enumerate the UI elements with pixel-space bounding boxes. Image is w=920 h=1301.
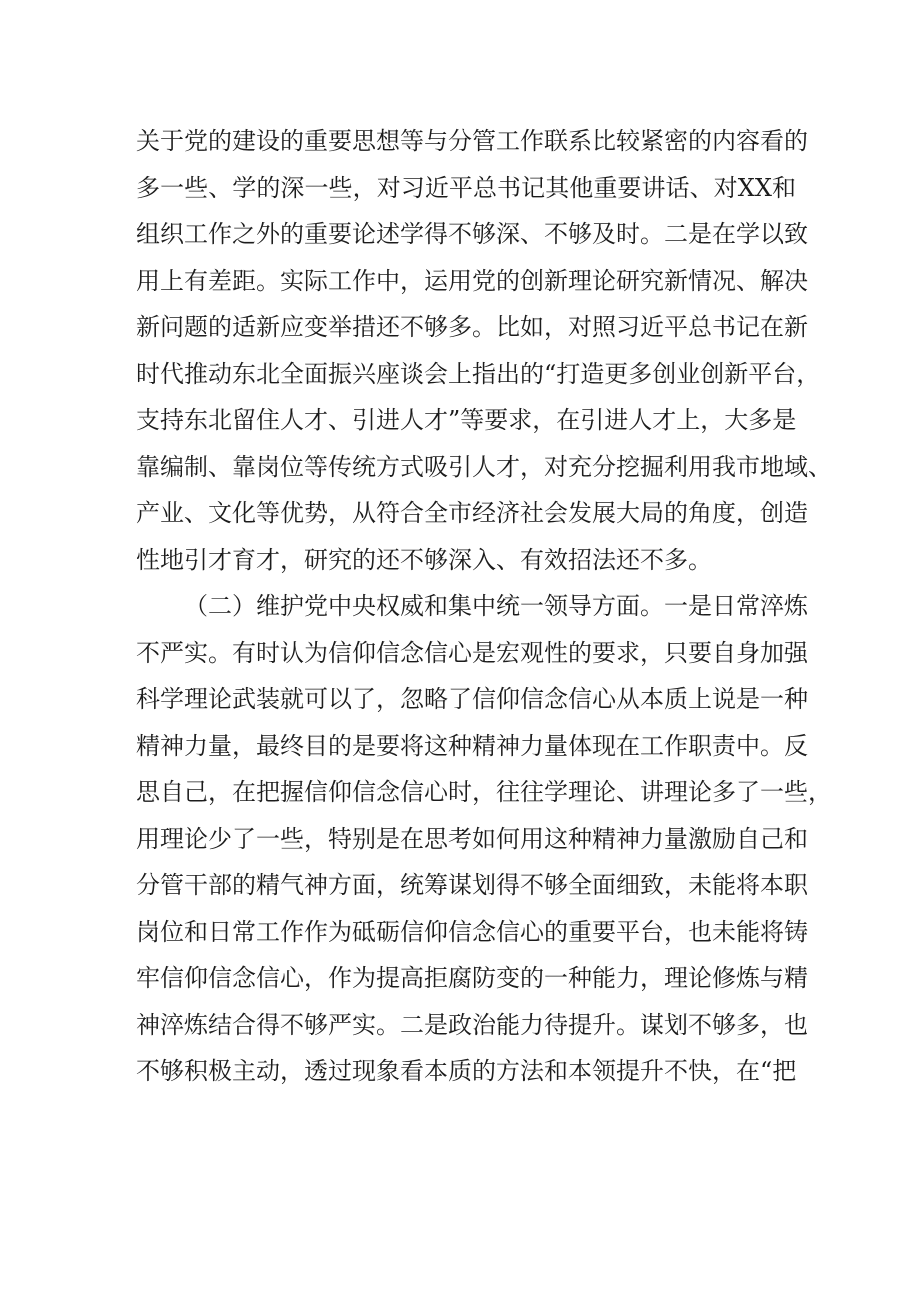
text-line-8: 靠编制、靠岗位等传统方式吸引人才，对充分挖掘利用我市地域、 [136,452,832,481]
text-line-7: 支持东北留住人才、引进人才”等要求，在引进人才上，大多是 [136,406,797,434]
body-text [136,118,832,1095]
text-line-5: 新问题的适新应变举措还不够多。比如，对照习近平总书记在新 [136,313,808,341]
text-line-17: 分管干部的精气神方面，统筹谋划得不够全面细致，未能将本职 [136,871,808,899]
text-line-3: 组织工作之外的重要论述学得不够深、不够及时。二是在学以致 [136,220,808,248]
text-line-12: 不严实。有时认为信仰信念信心是宏观性的要求，只要自身加强 [136,638,808,667]
text-line-13: 科学理论武装就可以了，忽略了信仰信念信心从本质上说是一种 [136,685,808,713]
text-line-19: 牢信仰信念信心，作为提高拒腐防变的一种能力，理论修炼与精 [136,964,808,992]
text-line-18: 岗位和日常工作作为砥砺信仰信念信心的重要平台，也未能将铸 [136,917,808,946]
text-line-15: 思自己，在把握信仰信念信心时，往往学理论、讲理论多了一些， [136,778,832,806]
text-line-20: 神淬炼结合得不够严实。二是政治能力待提升。谋划不够多，也 [136,1010,808,1039]
text-line-14: 精神力量，最终目的是要将这种精神力量体现在工作职责中。反 [136,731,808,760]
text-line-10: 性地引才育才，研究的还不够深入、有效招法还不多。 [136,545,712,574]
text-line-6: 时代推动东北全面振兴座谈会上指出的“打造更多创业创新平台， [136,359,821,388]
text-line-21: 不够积极主动，透过现象看本质的方法和本领提升不快，在“把 [136,1057,797,1085]
text-line-4: 用上有差距。实际工作中，运用党的创新理论研究新情况、解决 [136,266,808,295]
text-line-9: 产业、文化等优势，从符合全市经济社会发展大局的角度，创造 [136,499,808,527]
section-heading-line: （二）维护党中央权威和集中统一领导方面。一是日常淬炼 [184,592,808,620]
text-line-1: 关于党的建设的重要思想等与分管工作联系比较紧密的内容看的 [136,127,808,155]
text-line-2: 多一些、学的深一些，对习近平总书记其他重要讲话、对XX和 [136,173,796,202]
text-line-16: 用理论少了一些，特别是在思考如何用这种精神力量激励自己和 [136,824,808,853]
